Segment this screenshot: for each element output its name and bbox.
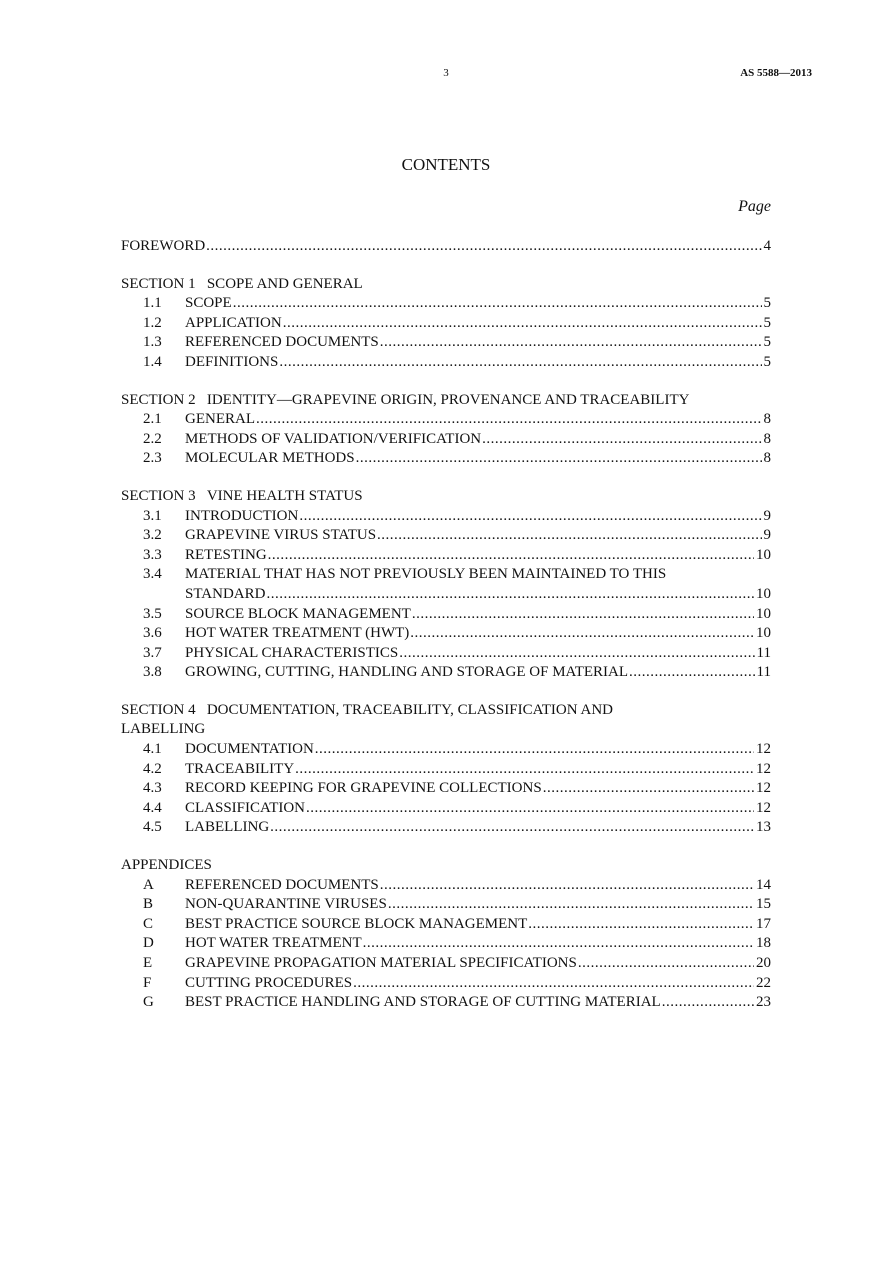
toc-entry-1-3[interactable]: [121, 333, 771, 353]
toc-entry-number: 3.2: [143, 527, 162, 544]
contents-title: CONTENTS: [401, 155, 491, 174]
toc-entry-1-4[interactable]: [121, 353, 771, 373]
toc-entry-appendix-a[interactable]: [121, 876, 771, 896]
toc-entry-3-7[interactable]: [121, 644, 771, 664]
toc-entry-1-2[interactable]: [121, 314, 771, 334]
toc-entry-title: GENERAL: [185, 411, 255, 428]
dot-leader: [306, 799, 754, 819]
section-label: SECTION 4: [121, 701, 196, 718]
toc-entry-title: LABELLING: [185, 819, 270, 836]
toc-entry-number: 1.2: [143, 314, 162, 331]
appendices-heading[interactable]: [121, 856, 771, 876]
toc-entry-page: 4: [763, 238, 771, 254]
toc-entry-title-continuation: STANDARD: [185, 585, 266, 602]
toc-entry-number: 3.1: [143, 507, 162, 524]
toc-entry-page: 8: [763, 450, 771, 467]
toc-entry-foreword[interactable]: [121, 237, 771, 257]
toc-entry-appendix-b[interactable]: [121, 895, 771, 915]
toc-entry-title: INTRODUCTION: [185, 507, 299, 524]
toc-entry-page: 5: [763, 314, 771, 331]
toc-entry-page: 11: [756, 644, 771, 661]
toc-entry-number: A: [143, 876, 154, 893]
dot-leader: [377, 526, 761, 546]
toc-entry-appendix-g[interactable]: [121, 993, 771, 1013]
dot-leader: [528, 915, 754, 935]
toc-entry-4-1[interactable]: [121, 740, 771, 760]
section-label: SECTION 3: [121, 487, 196, 504]
section-heading-1[interactable]: [121, 275, 771, 295]
standard-identifier: AS 5588—2013: [740, 67, 812, 79]
toc-entry-title: HOT WATER TREATMENT (HWT): [185, 625, 410, 642]
toc-entry-title: TRACEABILITY: [185, 760, 295, 777]
toc-entry-title: BEST PRACTICE SOURCE BLOCK MANAGEMENT: [185, 915, 528, 932]
toc-entry-page: 14: [756, 876, 771, 893]
toc-entry-title: BEST PRACTICE HANDLING AND STORAGE OF CUTTING MATERIAL: [185, 994, 661, 1011]
section-heading-4-continuation[interactable]: [121, 720, 771, 740]
toc-entry-title: DEFINITIONS: [185, 353, 279, 370]
toc-entry-3-6[interactable]: [121, 624, 771, 644]
toc-entry-4-5[interactable]: [121, 818, 771, 838]
dot-leader: [399, 644, 754, 664]
toc-entry-title: PHYSICAL CHARACTERISTICS: [185, 644, 399, 661]
toc-entry-number: B: [143, 896, 154, 913]
dot-leader: [256, 410, 762, 430]
dot-leader: [380, 333, 762, 353]
toc-entry-title: MOLECULAR METHODS: [185, 450, 355, 467]
toc-entry-3-3[interactable]: [121, 546, 771, 566]
section-heading-3[interactable]: [121, 487, 771, 507]
toc-entry-number: 1.1: [143, 295, 162, 312]
dot-leader: [412, 605, 754, 625]
toc-entry-3-5[interactable]: [121, 605, 771, 625]
toc-entry-number: 4.5: [143, 819, 162, 836]
toc-entry-title: METHODS OF VALIDATION/VERIFICATION: [185, 430, 482, 447]
toc-entry-page: 17: [756, 915, 771, 932]
toc-entry-page: 23: [756, 994, 771, 1011]
page-number: 3: [443, 67, 449, 79]
dot-leader: [233, 294, 762, 314]
toc-entry-title: GRAPEVINE VIRUS STATUS: [185, 527, 377, 544]
toc-entry-number: 3.6: [143, 625, 162, 642]
toc-entry-appendix-f[interactable]: [121, 974, 771, 994]
toc-entry-3-1[interactable]: [121, 507, 771, 527]
toc-entry-page: 10: [756, 585, 771, 602]
toc-entry-page: 8: [763, 411, 771, 428]
appendices-label: APPENDICES: [121, 857, 212, 874]
toc-entry-number: 4.4: [143, 799, 162, 816]
toc-entry-title: GROWING, CUTTING, HANDLING AND STORAGE OF MATERIAL: [185, 664, 629, 681]
dot-leader: [266, 585, 754, 605]
toc-entry-title: DOCUMENTATION: [185, 741, 314, 758]
toc-entry-page: 11: [756, 664, 771, 681]
toc-entry-page: 12: [756, 741, 771, 758]
section-title: DOCUMENTATION, TRACEABILITY, CLASSIFICATION AND: [206, 701, 614, 718]
toc-entry-4-3[interactable]: [121, 779, 771, 799]
toc-entry-number: 4.3: [143, 780, 162, 797]
toc-entry-1-1[interactable]: [121, 294, 771, 314]
toc-entry-title: NON-QUARANTINE VIRUSES: [185, 896, 387, 913]
dot-leader: [356, 449, 762, 469]
dot-leader: [482, 430, 761, 450]
dot-leader: [543, 779, 754, 799]
toc-entry-title: CLASSIFICATION: [185, 799, 306, 816]
dot-leader: [295, 760, 754, 780]
toc-entry-number: C: [143, 915, 154, 932]
toc-entry-number: D: [143, 935, 154, 952]
dot-leader: [578, 954, 754, 974]
toc-entry-page: 10: [756, 546, 771, 563]
dot-leader: [268, 546, 754, 566]
toc-entry-appendix-c[interactable]: [121, 915, 771, 935]
toc-entry-page: 18: [756, 935, 771, 952]
dot-leader: [388, 895, 754, 915]
toc-entry-number: 4.2: [143, 760, 162, 777]
section-label: SECTION 2: [121, 391, 196, 408]
toc-entry-page: 10: [756, 605, 771, 622]
toc-entry-title: SOURCE BLOCK MANAGEMENT: [185, 605, 411, 622]
toc-entry-title: MATERIAL THAT HAS NOT PREVIOUSLY BEEN MAINTAINED TO THIS: [185, 566, 667, 583]
dot-leader: [363, 934, 754, 954]
section-heading-2[interactable]: [121, 391, 771, 411]
section-title: SCOPE AND GENERAL: [206, 275, 363, 292]
section-heading-4[interactable]: [121, 701, 771, 721]
dot-leader: [299, 507, 761, 527]
toc-entry-number: 3.5: [143, 605, 162, 622]
toc-entry-number: 3.3: [143, 546, 162, 563]
section-label: SECTION 1: [121, 275, 196, 292]
toc-entry-number: 2.2: [143, 430, 162, 447]
toc-entry-title: APPLICATION: [185, 314, 282, 331]
toc-entry-page: 9: [763, 507, 771, 524]
toc-entry-3-2[interactable]: [121, 526, 771, 546]
toc-entry-title: REFERENCED DOCUMENTS: [185, 876, 379, 893]
toc-entry-page: 5: [763, 295, 771, 312]
toc-entry-number: 2.3: [143, 450, 162, 467]
toc-entry-title: CUTTING PROCEDURES: [185, 974, 353, 991]
toc-entry-number: 3.4: [143, 566, 162, 583]
toc-entry-title: GRAPEVINE PROPAGATION MATERIAL SPECIFICATIONS: [185, 955, 577, 971]
toc-entry-3-8[interactable]: [121, 663, 771, 683]
toc-entry-page: 22: [756, 974, 771, 991]
toc-entry-page: 5: [763, 334, 771, 351]
toc-entry-2-1[interactable]: [121, 410, 771, 430]
section-title: IDENTITY—GRAPEVINE ORIGIN, PROVENANCE AND TRACEABILITY: [206, 391, 690, 408]
toc-entry-2-2[interactable]: [121, 430, 771, 450]
toc-entry-page: 15: [756, 896, 771, 913]
toc-entry-title: RETESTING: [185, 546, 267, 563]
toc-entry-page: 20: [756, 955, 771, 971]
dot-leader: [410, 624, 754, 644]
toc-entry-number: F: [143, 974, 152, 991]
toc-entry-number: E: [143, 955, 153, 971]
toc-entry-page: 5: [763, 353, 771, 370]
toc-entry-number: 3.7: [143, 644, 162, 661]
toc-entry-number: G: [143, 994, 154, 1011]
toc-entry-appendix-e[interactable]: [121, 954, 771, 974]
toc-entry-page: 13: [756, 819, 771, 836]
toc-entry-title: HOT WATER TREATMENT: [185, 935, 362, 952]
dot-leader: [662, 993, 754, 1013]
toc-entry-number: 3.8: [143, 664, 162, 681]
toc-entry-3-4[interactable]: [121, 565, 771, 585]
toc-entry-2-3[interactable]: [121, 449, 771, 469]
dot-leader: [283, 314, 762, 334]
toc-entry-title: RECORD KEEPING FOR GRAPEVINE COLLECTIONS: [185, 780, 542, 797]
toc-entry-page: 10: [756, 625, 771, 642]
toc-entry-4-2[interactable]: [121, 760, 771, 780]
toc-entry-4-4[interactable]: [121, 799, 771, 819]
toc-entry-page: 8: [763, 430, 771, 447]
dot-leader: [353, 974, 754, 994]
toc-entry-title: FOREWORD: [121, 238, 206, 254]
toc-entry-page: 12: [756, 780, 771, 797]
dot-leader: [380, 876, 754, 896]
toc-entry-page: 12: [756, 760, 771, 777]
toc-entry-appendix-d[interactable]: [121, 934, 771, 954]
section-title-continuation: LABELLING: [121, 721, 206, 738]
dot-leader: [270, 818, 754, 838]
toc-entry-title: REFERENCED DOCUMENTS: [185, 334, 379, 351]
toc-entry-page: 12: [756, 799, 771, 816]
dot-leader: [206, 237, 761, 257]
toc-entry-number: 2.1: [143, 411, 162, 428]
page-column-label: Page: [738, 198, 771, 215]
toc-entry-3-4-continuation[interactable]: [121, 585, 771, 605]
toc-entry-number: 1.3: [143, 334, 162, 351]
dot-leader: [315, 740, 754, 760]
table-of-contents: [121, 237, 771, 1013]
section-title: VINE HEALTH STATUS: [206, 487, 363, 504]
toc-entry-title: SCOPE: [185, 295, 232, 312]
dot-leader: [279, 353, 761, 373]
toc-entry-page: 9: [763, 527, 771, 544]
toc-entry-number: 1.4: [143, 353, 162, 370]
dot-leader: [629, 663, 755, 683]
toc-entry-number: 4.1: [143, 741, 162, 758]
